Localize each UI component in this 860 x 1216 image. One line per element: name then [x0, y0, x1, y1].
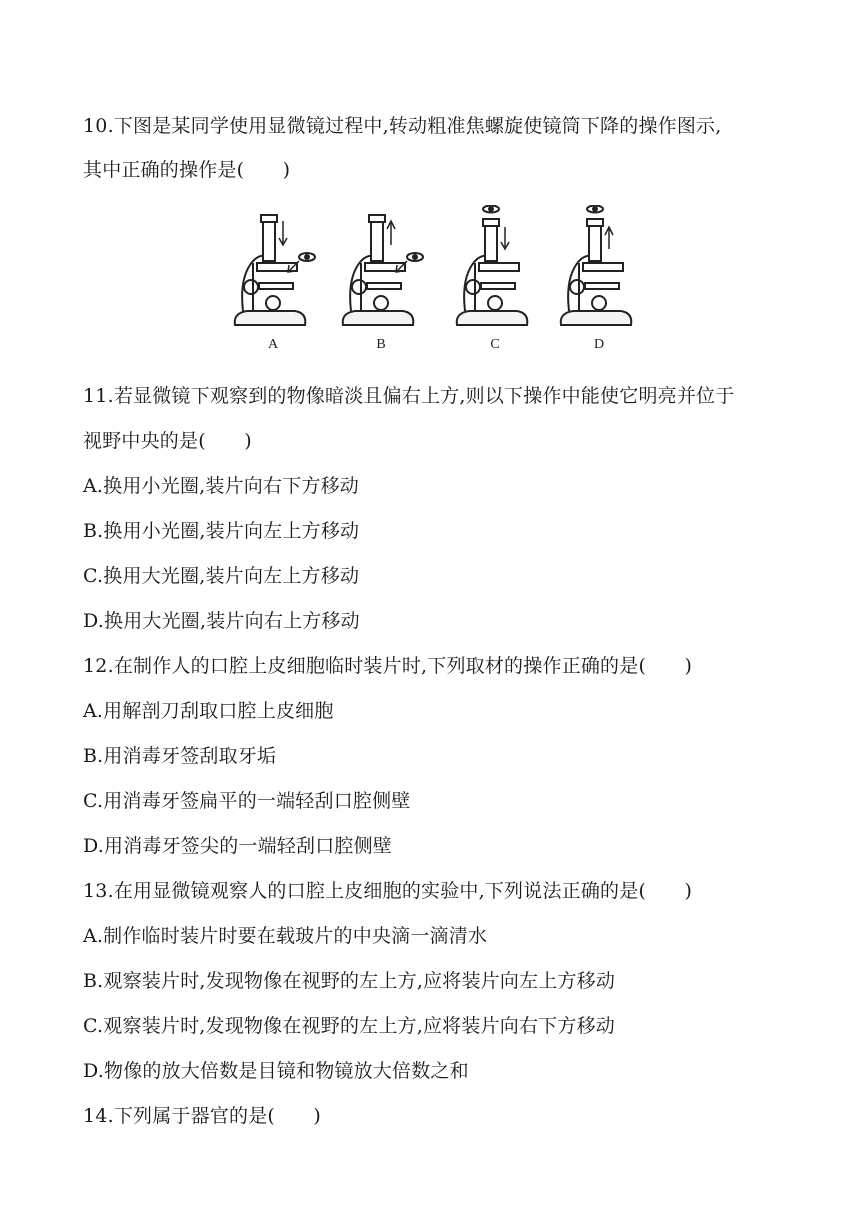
microscope-d: [551, 205, 647, 353]
figure-label-a: A: [267, 337, 279, 352]
q13-option-a: A.制作临时装片时要在载玻片的中央滴一滴清水: [83, 925, 488, 947]
q11-stem-line1: 11.若显微镜下观察到的物像暗淡且偏右上方,则以下操作中能使它明亮并位于: [83, 385, 735, 407]
q12-option-d: D.用消毒牙签尖的一端轻刮口腔侧壁: [83, 835, 392, 857]
q13-option-b: B.观察装片时,发现物像在视野的左上方,应将装片向左上方移动: [83, 970, 616, 992]
microscope-d-drawing: [551, 205, 647, 333]
microscope-a-drawing: [225, 205, 321, 333]
q11-option-d: D.换用大光圈,装片向右上方移动: [83, 610, 360, 632]
q12-option-a: A.用解剖刀刮取口腔上皮细胞: [83, 700, 334, 722]
figure-label-c: C: [490, 337, 500, 352]
microscope-figure: [225, 205, 635, 353]
microscope-b: [333, 205, 429, 353]
figure-label-b: B: [376, 337, 386, 352]
microscope-a: [225, 205, 321, 353]
q11-option-b: B.换用小光圈,装片向左上方移动: [83, 520, 360, 542]
q12-option-c: C.用消毒牙签扁平的一端轻刮口腔侧壁: [83, 790, 411, 812]
q13-option-d: D.物像的放大倍数是目镜和物镜放大倍数之和: [83, 1060, 469, 1082]
microscope-b-drawing: [333, 205, 429, 333]
q12-option-b: B.用消毒牙签刮取牙垢: [83, 745, 277, 767]
q13-stem: 13.在用显微镜观察人的口腔上皮细胞的实验中,下列说法正确的是( ): [83, 880, 693, 902]
microscope-c-drawing: [447, 205, 543, 333]
q11-option-c: C.换用大光圈,装片向左上方移动: [83, 565, 360, 587]
q10-stem-line2: 其中正确的操作是( ): [83, 159, 291, 181]
q13-option-c: C.观察装片时,发现物像在视野的左上方,应将装片向右下方移动: [83, 1015, 615, 1037]
figure-label-d: D: [593, 337, 605, 352]
microscope-c: [447, 205, 543, 353]
q10-stem-line1: 10.下图是某同学使用显微镜过程中,转动粗准焦螺旋使镜筒下降的操作图示,: [83, 115, 722, 137]
q11-stem-line2: 视野中央的是( ): [83, 430, 252, 452]
q12-stem: 12.在制作人的口腔上皮细胞临时装片时,下列取材的操作正确的是( ): [83, 655, 693, 677]
q14-stem: 14.下列属于器官的是( ): [83, 1105, 322, 1127]
q11-option-a: A.换用小光圈,装片向右下方移动: [83, 475, 360, 497]
